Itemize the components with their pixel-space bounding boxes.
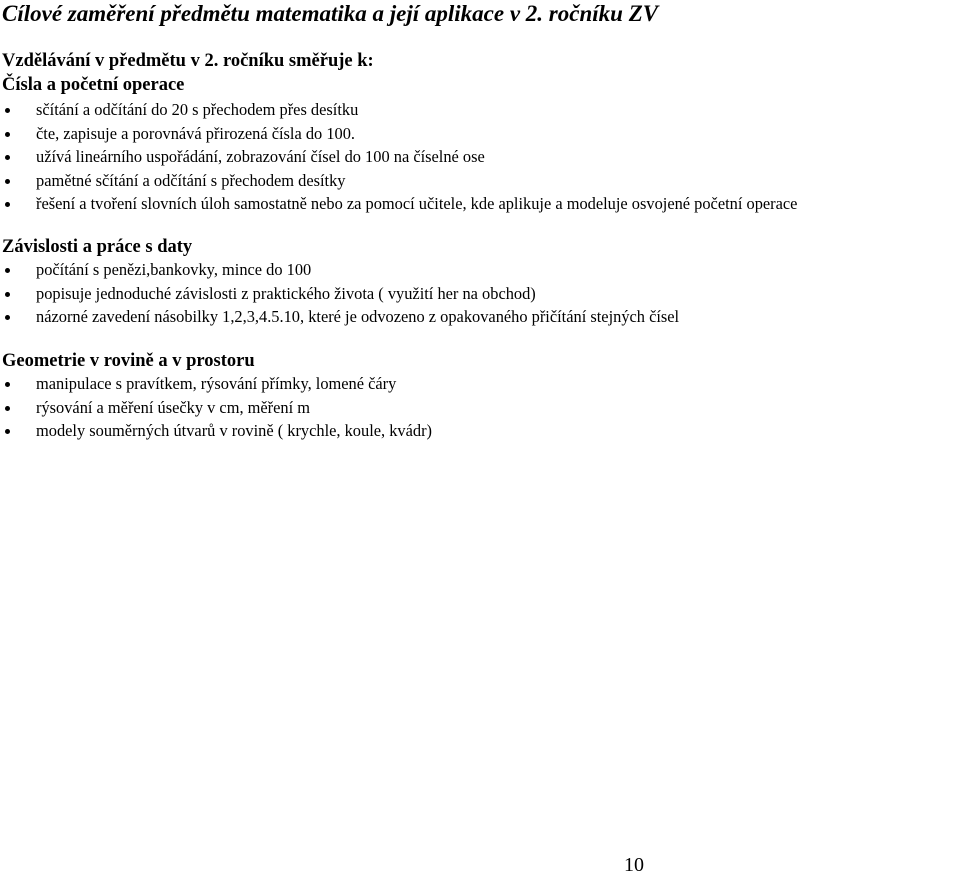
list-item-text: pamětné sčítání a odčítání s přechodem desítky: [36, 170, 346, 190]
list-item-text: počítání s penězi,bankovky, mince do 100: [36, 260, 312, 279]
page-number: 10: [624, 854, 644, 876]
list-item: [0, 372, 432, 396]
bullet-icon: [5, 132, 10, 137]
list-item-text: sčítání a odčítání do 20 s přechodem přes desítku: [36, 100, 359, 119]
list-item: [0, 305, 679, 329]
bullet-list: [0, 98, 797, 216]
list-item: [0, 419, 432, 443]
list-item-text: názorné zavedení násobilky 1,2,3,4.5.10, které je odvozeno z opakovaného přičítání stejných čísel: [36, 307, 680, 327]
bullet-icon: [5, 292, 10, 297]
intro-text: Vzdělávání v předmětu v 2. ročníku směřuje k:: [2, 51, 374, 71]
section-heading: Geometrie v rovině a v prostoru: [2, 351, 255, 371]
list-item: [0, 258, 679, 282]
list-item: [0, 282, 679, 306]
list-item-text: užívá lineárního uspořádání, zobrazování čísel do 100 na číselné ose: [36, 147, 485, 167]
section-heading: Čísla a početní operace: [2, 75, 185, 95]
list-item: [0, 192, 797, 216]
section-geometry: [0, 350, 432, 443]
section-heading: Závislosti a práce s daty: [2, 237, 193, 257]
bullet-list: [0, 258, 679, 329]
bullet-icon: [5, 268, 10, 273]
list-item: [0, 122, 797, 146]
list-item-text: manipulace s pravítkem, rýsování přímky, lomené čáry: [36, 374, 397, 393]
bullet-icon: [5, 202, 10, 207]
list-item: [0, 98, 797, 122]
list-item-text: čte, zapisuje a porovnává přirozená čísla do 100.: [36, 123, 356, 143]
section-numbers-operations: [0, 74, 797, 216]
list-item-text: popisuje jednoduché závislosti z praktického života ( využití her na obchod): [36, 283, 536, 303]
bullet-icon: [5, 179, 10, 184]
bullet-icon: [5, 429, 10, 434]
bullet-icon: [5, 315, 10, 320]
bullet-icon: [5, 382, 10, 387]
document-title: Cílové zaměření předmětu matematika a její aplikace v 2. ročníku ZV: [2, 1, 659, 26]
section-dependencies-data: [0, 236, 679, 329]
list-item-text: rýsování a měření úsečky v cm, měření m: [36, 397, 310, 417]
bullet-icon: [5, 406, 10, 411]
list-item-text: modely souměrných útvarů v rovině ( krychle, koule, kvádr): [36, 421, 432, 441]
list-item-text: řešení a tvoření slovních úloh samostatně nebo za pomocí učitele, kde aplikuje a modeluje osvojené početní operace: [36, 194, 798, 214]
list-item: [0, 169, 797, 193]
bullet-icon: [5, 155, 10, 160]
list-item: [0, 396, 432, 420]
list-item: [0, 145, 797, 169]
bullet-icon: [5, 108, 10, 113]
bullet-list: [0, 372, 432, 443]
